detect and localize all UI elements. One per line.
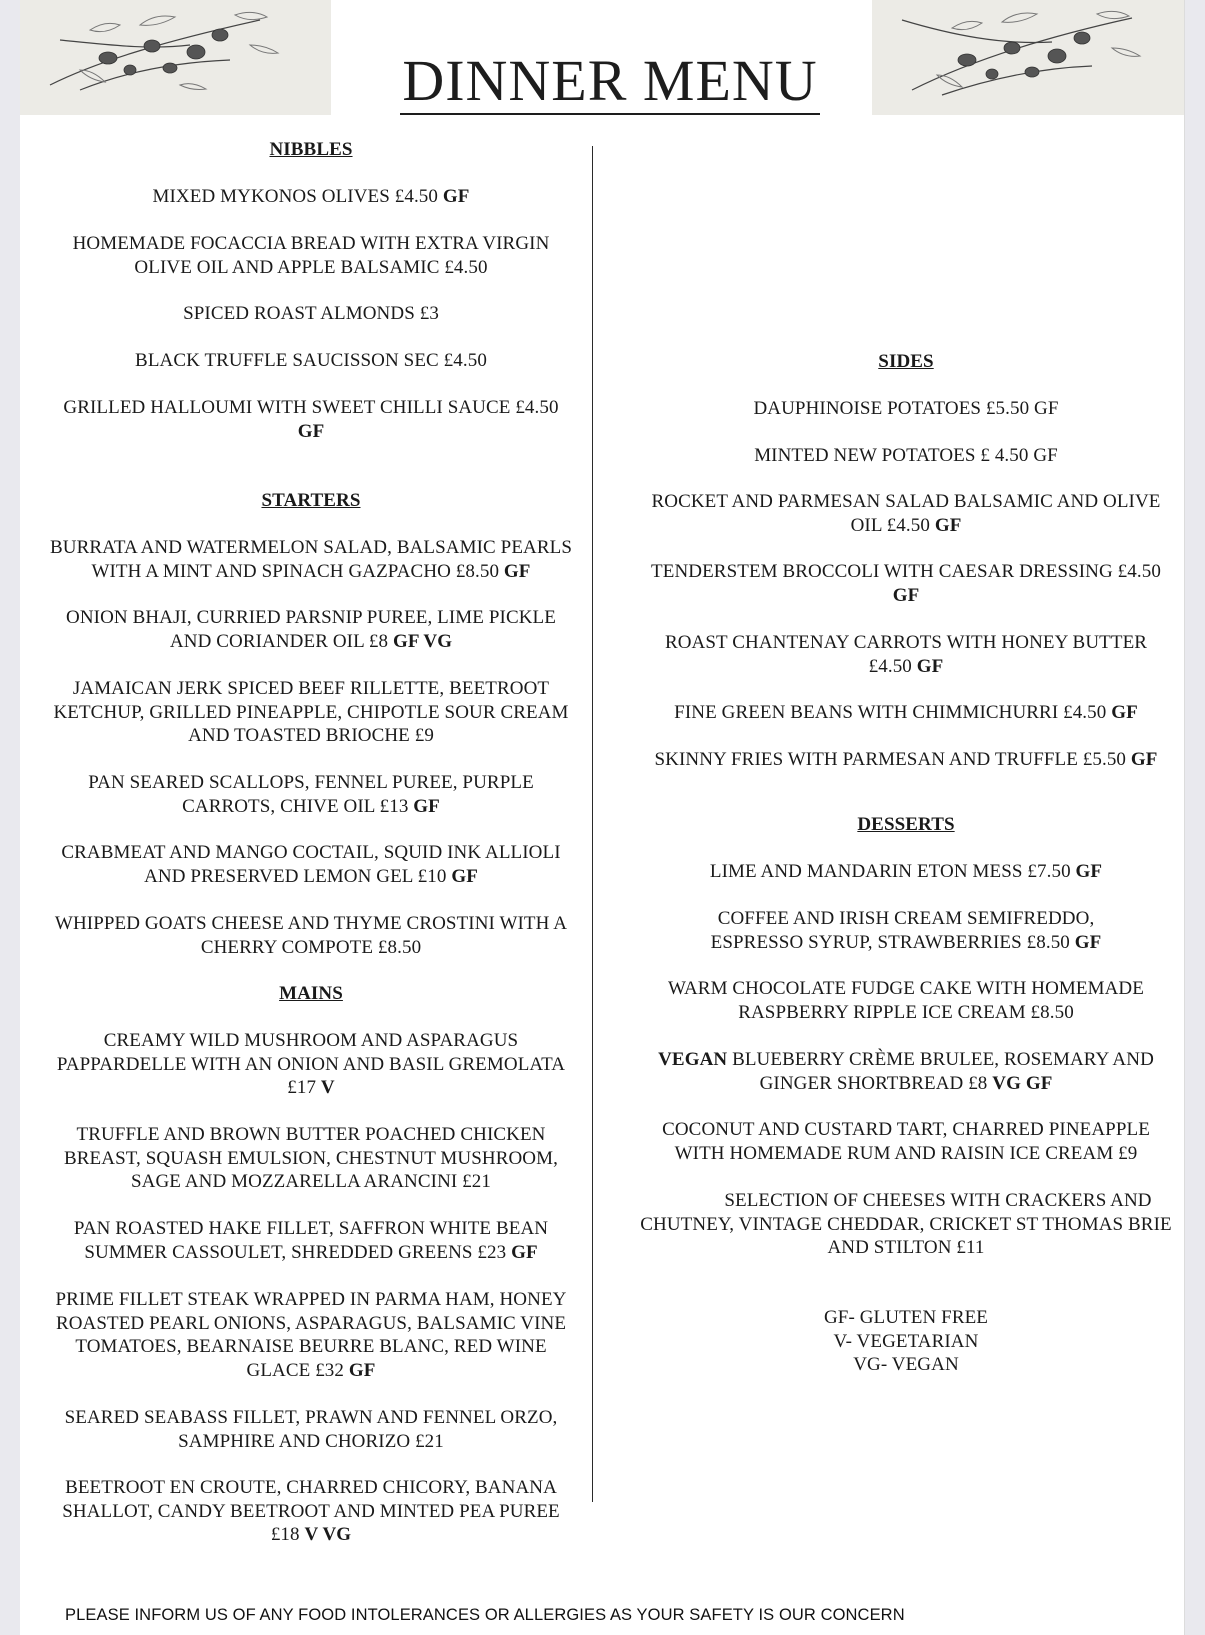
menu-item: SELECTION OF CHEESES WITH CRACKERS AND CHUTNEY, VINTAGE CHEDDAR, CRICKET ST THOMAS BRIE AND STILTON £11 (640, 1190, 1172, 1258)
menu-item: ROAST CHANTENAY CARROTS WITH HONEY BUTTER £4.50 GF (664, 632, 1148, 677)
menu-item: DAUPHINOISE POTATOES £5.50 GF (753, 398, 1059, 419)
menu-item: SKINNY FRIES WITH PARMESAN AND TRUFFLE £5.50 GF (654, 749, 1158, 770)
menu-item: GRILLED HALLOUMI WITH SWEET CHILLI SAUCE £4.50 GF (63, 397, 559, 442)
menu-item: HOMEMADE FOCACCIA BREAD WITH EXTRA VIRGIN OLIVE OIL AND APPLE BALSAMIC £4.50 (72, 233, 550, 278)
menu-item: COCONUT AND CUSTARD TART, CHARRED PINEAPPLE WITH HOMEMADE RUM AND RAISIN ICE CREAM £9 (662, 1119, 1150, 1164)
section-heading-nibbles: NIBBLES (269, 139, 353, 160)
dietary-legend: GF- GLUTEN FREE V- VEGETARIAN VG- VEGAN (823, 1307, 989, 1375)
menu-item: WHIPPED GOATS CHEESE AND THYME CROSTINI WITH A CHERRY COMPOTE £8.50 (54, 913, 568, 958)
column-divider (592, 146, 593, 1502)
menu-item: BEETROOT EN CROUTE, CHARRED CHICORY, BANANA SHALLOT, CANDY BEETROOT AND MINTED PEA PUREE £18 V VG (62, 1477, 560, 1545)
menu-item: CREAMY WILD MUSHROOM AND ASPARAGUS PAPPARDELLE WITH AN ONION AND BASIL GREMOLATA £17 V (56, 1030, 566, 1098)
menu-item: TENDERSTEM BROCCOLI WITH CAESAR DRESSING £4.50 GF (651, 561, 1161, 606)
menu-item: PAN SEARED SCALLOPS, FENNEL PUREE, PURPLE CARROTS, CHIVE OIL £13 GF (88, 772, 534, 817)
section-heading-mains: MAINS (279, 983, 343, 1004)
menu-item: VEGAN BLUEBERRY CRÈME BRULEE, ROSEMARY AND GINGER SHORTBREAD £8 VG GF (658, 1049, 1154, 1094)
menu-title: DINNER MENU (402, 48, 818, 113)
menu-item: BLACK TRUFFLE SAUCISSON SEC £4.50 (135, 350, 487, 371)
section-heading-sides: SIDES (878, 351, 934, 372)
menu-item: TRUFFLE AND BROWN BUTTER POACHED CHICKEN BREAST, SQUASH EMULSION, CHESTNUT MUSHROOM, SAGE AND MOZZARELLA ARANCINI £21 (64, 1124, 558, 1192)
menu-item: BURRATA AND WATERMELON SALAD, BALSAMIC PEARLS WITH A MINT AND SPINACH GAZPACHO £8.50 GF (49, 537, 573, 582)
menu-item: SPICED ROAST ALMONDS £3 (183, 303, 439, 324)
section-heading-starters: STARTERS (261, 490, 361, 511)
allergy-notice: PLEASE INFORM US OF ANY FOOD INTOLERANCES OR ALLERGIES AS YOUR SAFETY IS OUR CONCERN (65, 1606, 905, 1624)
menu-page (20, 0, 1185, 1635)
menu-item: JAMAICAN JERK SPICED BEEF RILLETTE, BEETROOT KETCHUP, GRILLED PINEAPPLE, CHIPOTLE SOUR CREAM AND TOASTED BRIOCHE £9 (53, 678, 569, 746)
menu-item: SEARED SEABASS FILLET, PRAWN AND FENNEL ORZO, SAMPHIRE AND CHORIZO £21 (64, 1407, 558, 1452)
olive-branch-illustration-right (872, 0, 1184, 115)
menu-item: CRABMEAT AND MANGO COCTAIL, SQUID INK ALLIOLI AND PRESERVED LEMON GEL £10 GF (61, 842, 561, 887)
olive-branch-illustration-left (20, 0, 331, 115)
menu-item: PAN ROASTED HAKE FILLET, SAFFRON WHITE BEAN SUMMER CASSOULET, SHREDDED GREENS £23 GF (73, 1218, 549, 1263)
menu-item: FINE GREEN BEANS WITH CHIMMICHURRI £4.50 GF (674, 702, 1138, 723)
menu-item: MIXED MYKONOS OLIVES £4.50 GF (152, 186, 470, 207)
menu-item: MINTED NEW POTATOES £ 4.50 GF (754, 445, 1058, 466)
section-heading-desserts: DESSERTS (857, 814, 955, 835)
menu-item: WARM CHOCOLATE FUDGE CAKE WITH HOMEMADE RASPBERRY RIPPLE ICE CREAM £8.50 (668, 978, 1144, 1023)
menu-item: LIME AND MANDARIN ETON MESS £7.50 GF (709, 861, 1103, 882)
menu-item: COFFEE AND IRISH CREAM SEMIFREDDO, ESPRESSO SYRUP, STRAWBERRIES £8.50 GF (710, 908, 1102, 953)
menu-item: ROCKET AND PARMESAN SALAD BALSAMIC AND OLIVE OIL £4.50 GF (651, 491, 1161, 536)
menu-item: ONION BHAJI, CURRIED PARSNIP PUREE, LIME PICKLE AND CORIANDER OIL £8 GF VG (66, 607, 556, 652)
menu-item: PRIME FILLET STEAK WRAPPED IN PARMA HAM, HONEY ROASTED PEARL ONIONS, ASPARAGUS, BALSAMIC VINE TOMATOES, BEARNAISE BEURRE BLANC, RED WINE GLACE £32 GF (55, 1289, 567, 1381)
